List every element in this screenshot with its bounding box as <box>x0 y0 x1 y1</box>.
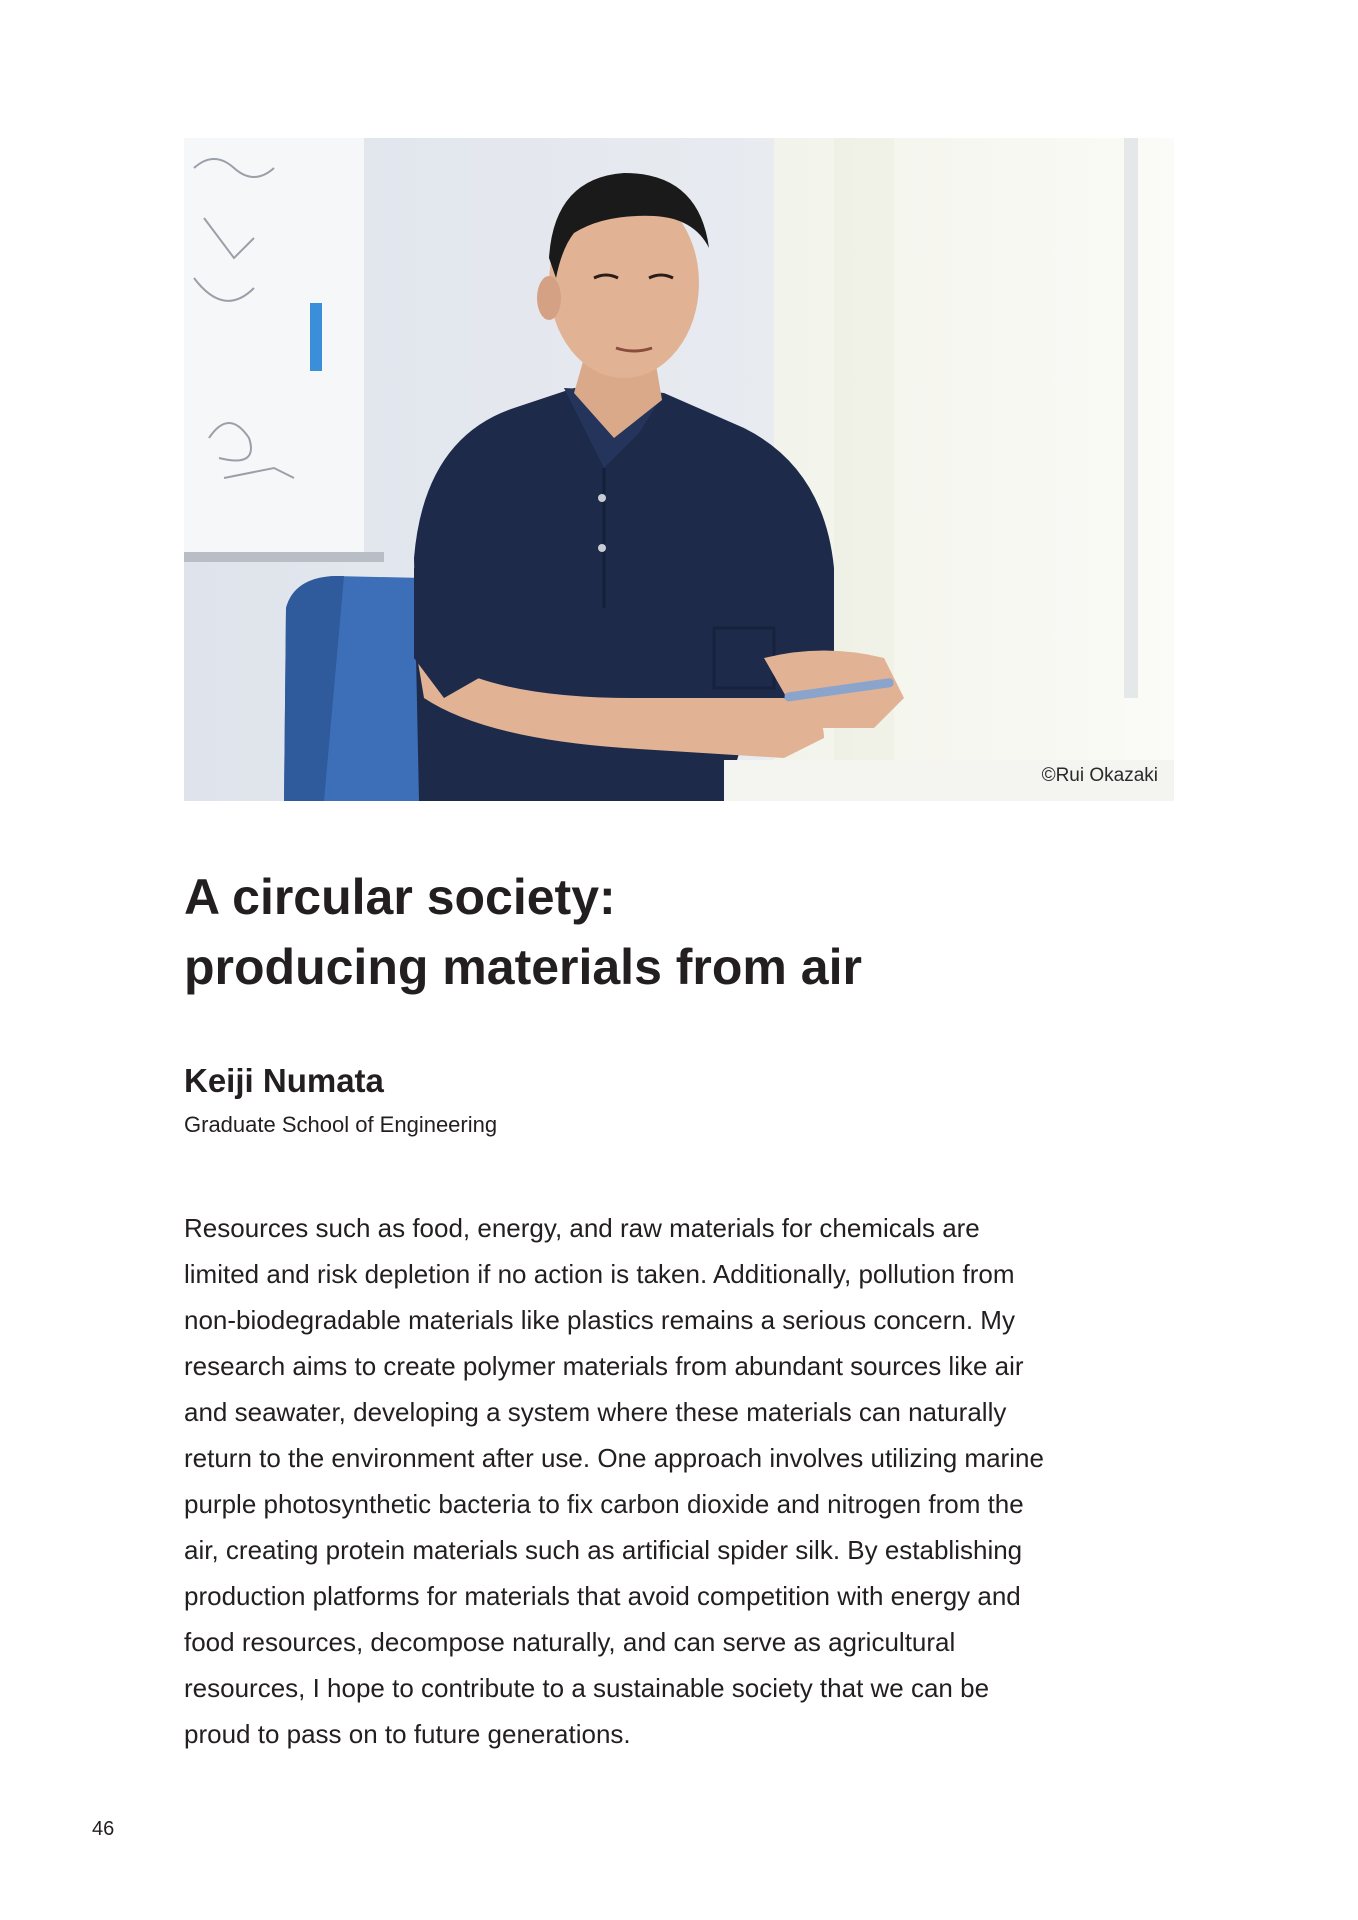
body-line: proud to pass on to future generations. <box>184 1719 631 1749</box>
photo-credit: ©Rui Okazaki <box>1041 765 1158 786</box>
chair <box>284 576 434 801</box>
page-number: 46 <box>92 1818 115 1840</box>
body-line: limited and risk depletion if no action is taken. Additionally, pollution from <box>184 1259 1015 1289</box>
portrait-illustration <box>184 138 1174 801</box>
author-name: Keiji Numata <box>184 1062 384 1099</box>
whiteboard <box>184 138 384 562</box>
body-line: food resources, decompose naturally, and can serve as agricultural <box>184 1627 956 1657</box>
body-line: purple photosynthetic bacteria to fix carbon dioxide and nitrogen from the <box>184 1489 1024 1519</box>
portrait-photo <box>184 138 1174 801</box>
article-title <box>184 862 862 1002</box>
title-line: producing materials from air <box>184 939 862 995</box>
title-line: A circular society: <box>184 869 616 925</box>
body-line: resources, I hope to contribute to a sustainable society that we can be <box>184 1673 990 1703</box>
author-affiliation: Graduate School of Engineering <box>184 1112 498 1137</box>
body-line: non-biodegradable materials like plastics remains a serious concern. My <box>184 1305 1015 1335</box>
body-line: and seawater, developing a system where these materials can naturally <box>184 1397 1007 1427</box>
body-line: return to the environment after use. One approach involves utilizing marine <box>184 1443 1044 1473</box>
body-line: production platforms for materials that avoid competition with energy and <box>184 1581 1021 1611</box>
body-line: research aims to create polymer materials from abundant sources like air <box>184 1351 1024 1381</box>
body-line: air, creating protein materials such as artificial spider silk. By establishing <box>184 1535 1023 1565</box>
article-body <box>184 1205 1174 1757</box>
body-line: Resources such as food, energy, and raw materials for chemicals are <box>184 1213 980 1243</box>
